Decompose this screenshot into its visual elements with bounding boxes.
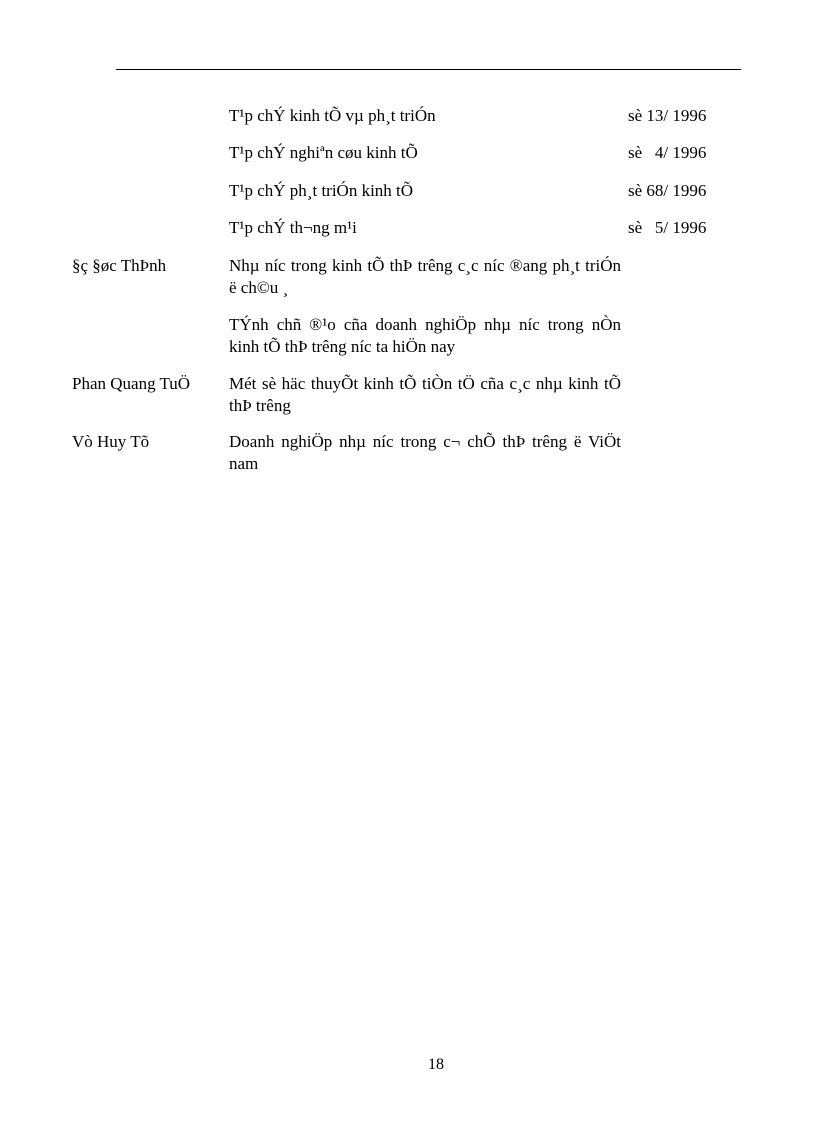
journal-issue: sè 4/ 1996 bbox=[628, 143, 707, 162]
page-number: 18 bbox=[428, 1056, 444, 1073]
author-name: Phan Quang TuÖ bbox=[72, 374, 191, 393]
work-title: Nhµ níc trong kinh tÕ thÞ trêng c¸c níc ®ang ph¸t triÓn ë ch©u ¸ bbox=[229, 256, 621, 297]
journal-title: T¹p chÝ kinh tÕ vµ ph¸t triÓn bbox=[229, 106, 436, 125]
work-title: Mét sè häc thuyÕt kinh tÕ tiÒn tÖ cña c¸c nhµ kinh tÕ thÞ trêng bbox=[229, 374, 621, 415]
header-rule bbox=[116, 69, 741, 70]
author-name: §ç §øc ThÞnh bbox=[72, 256, 167, 275]
work-title: TÝnh chñ ®¹o cña doanh nghiÖp nhµ níc trong nÒn kinh tÕ thÞ trêng níc ta hiÖn nay bbox=[229, 315, 621, 356]
journal-title: T¹p chÝ nghiªn cøu kinh tÕ bbox=[229, 143, 418, 162]
work-title: Doanh nghiÖp nhµ níc trong c¬ chÕ thÞ trêng ë ViÖt nam bbox=[229, 432, 621, 473]
journal-issue: sè 13/ 1996 bbox=[628, 106, 707, 125]
journal-title: T¹p chÝ ph¸t triÓn kinh tÕ bbox=[229, 181, 414, 200]
author-name: Vò Huy Tõ bbox=[72, 432, 150, 451]
journal-issue: sè 68/ 1996 bbox=[628, 181, 707, 200]
journal-title: T¹p chÝ th¬ng m¹i bbox=[229, 218, 357, 237]
journal-issue: sè 5/ 1996 bbox=[628, 218, 707, 237]
